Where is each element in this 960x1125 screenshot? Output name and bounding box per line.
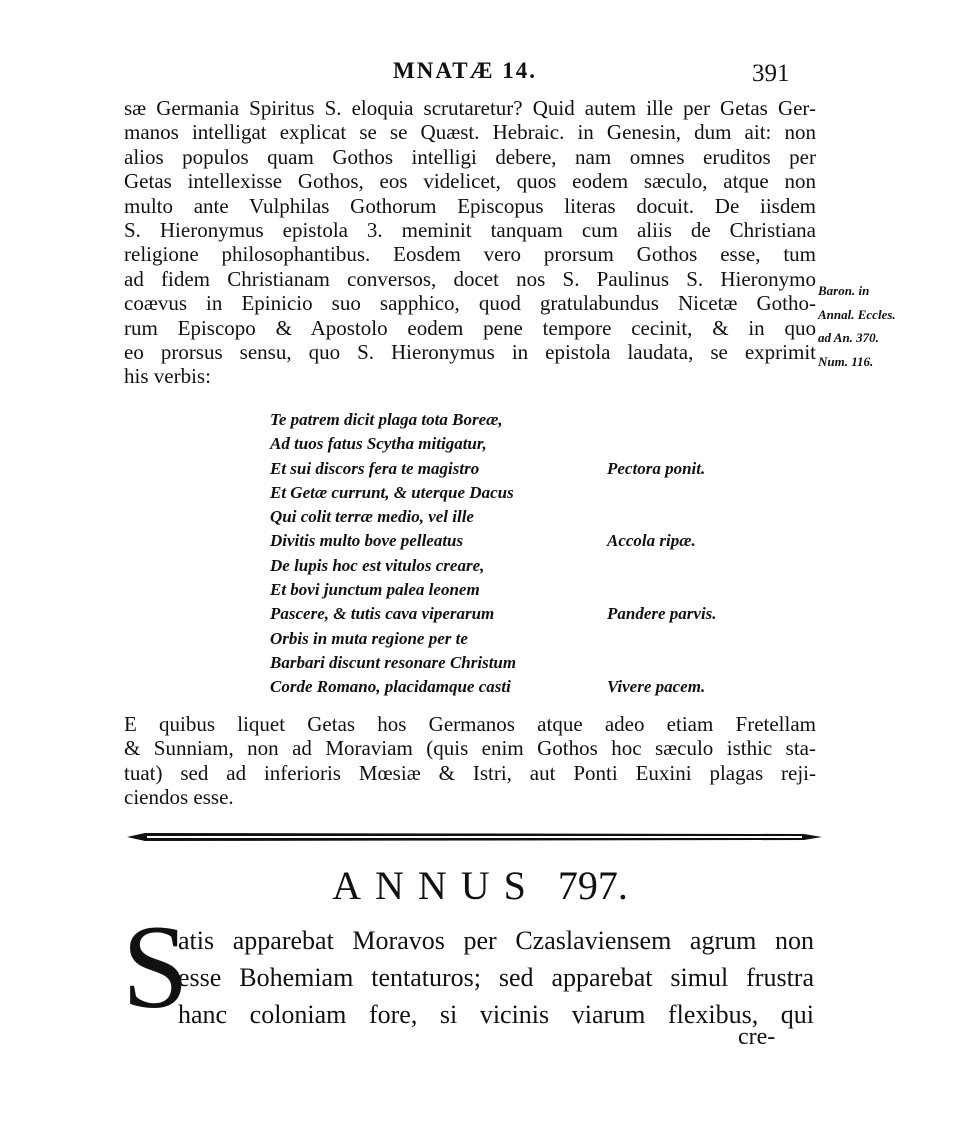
text-line: manos intelligat explicat se se Quæst. Hebraic. in Genesin, dum ait: non [124,120,816,145]
poem-line [270,602,730,626]
ornamental-rule [127,832,822,842]
verse-text: Qui colit terræ medio, vel ille [270,507,474,527]
text-line: S. Hieronymus epistola 3. meminit tanquam cum aliis de Christiana [124,217,816,242]
verse-adonic: Pectora ponit. [607,458,706,478]
text-line: multo ante Vulphilas Gothorum Episcopus literas docuit. De iisdem [124,193,816,218]
text-line: & Sunniam, non ad Moraviam (quis enim Gothos hoc sæculo isthic sta- [124,736,816,761]
text-line: esse Bohemiam tentaturos; sed apparebat simul frustra [178,963,814,992]
text-line: rum Episcopo & Apostolo eodem pene tempore cecinit, & in quo [124,315,816,340]
margin-line: Baron. in [818,283,870,298]
verse-adonic: Vivere pacem. [607,677,706,697]
poem-line [270,529,730,553]
verse-text: Et sui discors fera te magistro [270,458,480,478]
verse-text: De lupis hoc est vitulos creare, [270,555,485,575]
drop-capital: S [122,900,189,1033]
verse-text: Et Getæ currunt, & uterque Dacus [270,482,514,502]
text-line: tuat) sed ad inferioris Mœsiæ & Istri, aut Ponti Euxini plagas reji- [124,760,816,785]
verse-text: Orbis in muta regione per te [270,628,468,648]
text-line: sæ Germania Spiritus S. eloquia scrutaretur? Quid autem ille per Getas Ger- [124,96,816,120]
margin-line: ad An. 370. [818,330,879,345]
verse-text: Barbari discunt resonare Christum [270,652,517,672]
poem-line [270,651,730,675]
verse-adonic: Pandere parvis. [607,604,717,624]
text-line: eo prorsus sensu, quo S. Hieronymus in epistola laudata, se exprimit [124,339,816,364]
text-line: ciendos esse. [124,785,234,810]
poem-line [270,457,730,481]
text-line: coævus in Epinicio suo sapphico, quod gratulabundus Nicetæ Gotho- [124,291,816,316]
catchword: cre- [738,1024,776,1050]
poem-line [270,505,730,529]
poem-line [270,675,730,699]
verse-text: Divitis multo bove pelleatus [270,531,464,551]
text-line: E quibus liquet Getas hos Germanos atque adeo etiam Fretellam [124,712,816,736]
poem-line [270,481,730,505]
verse-text: Corde Romano, placidamque casti [270,677,511,697]
verse-adonic: Accola ripæ. [607,531,696,551]
annus-year: 797. [557,863,628,908]
paragraph-2 [124,712,816,810]
poem-line [270,554,730,578]
page-header [0,58,960,88]
text-line: atis apparebat Moravos per Czaslaviensem agrum non [178,926,814,955]
verse-text: Te patrem dicit plaga tota Boreæ, [270,410,503,429]
text-line: his verbis: [124,364,211,389]
page-number: 391 [752,60,790,87]
poem-line [270,408,730,432]
text-line: alios populos quam Gothos intelligi debere, nam omnes eruditos per [124,144,816,169]
paragraph-3 [178,922,814,1033]
poem-block [270,408,730,700]
verse-text: Pascere, & tutis cava viperarum [270,604,495,624]
text-line: Getas intellexisse Gothos, eos videlicet, quos eodem sæculo, atque non [124,169,816,194]
text-line: religione philosophantibus. Eosdem vero prorsum Gothos esse, tum [124,242,816,267]
running-title: MNATÆ 14. [393,58,538,83]
poem-line [270,578,730,602]
paragraph-1 [124,96,816,389]
text-line: hanc coloniam fore, si vicinis viarum flexibus, qui [178,1000,814,1029]
poem-line [270,432,730,456]
poem-line [270,627,730,651]
text-line: ad fidem Christianam conversos, docet nos S. Paulinus S. Hieronymo [124,266,816,291]
verse-text: Et bovi junctum palea leonem [270,580,480,600]
annus-word: ANNUS [332,863,540,908]
marginal-citation [818,279,948,373]
margin-line: Annal. Eccles. [818,306,896,322]
margin-line: Num. 116. [818,353,874,369]
verse-text: Ad tuos fatus Scytha mitigatur, [270,434,487,454]
